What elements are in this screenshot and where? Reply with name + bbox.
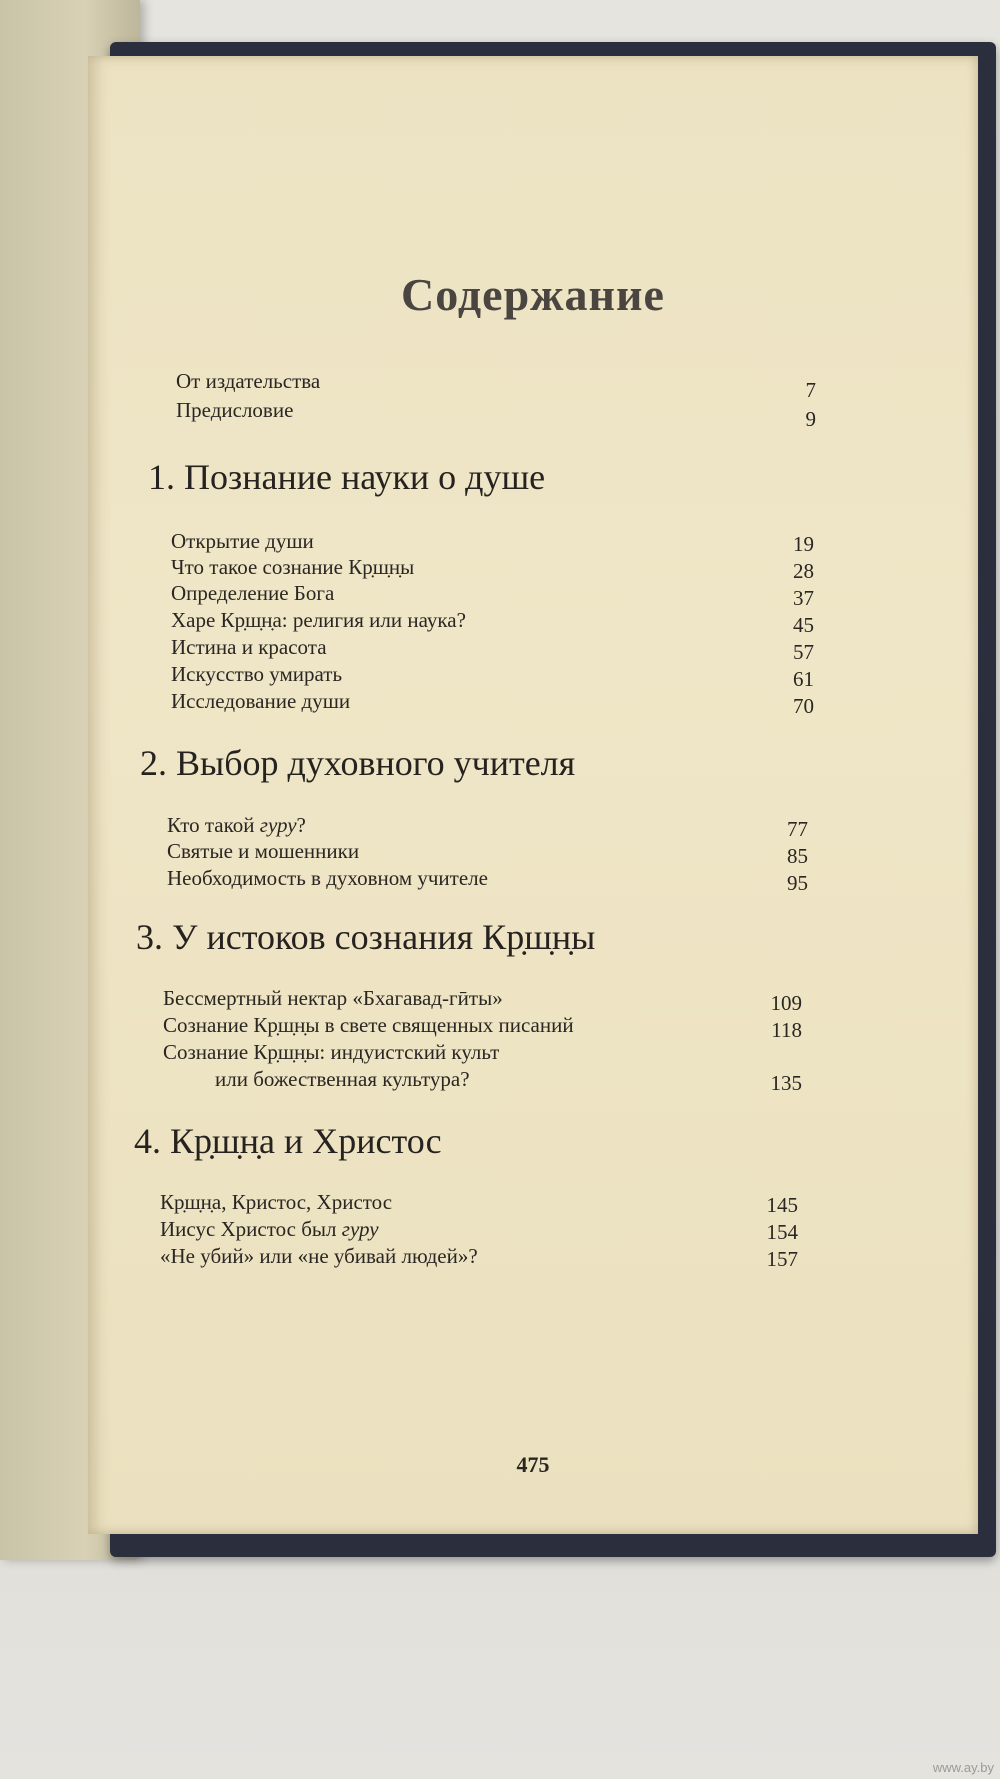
page-number-folio: 475 — [516, 1452, 550, 1477]
toc-page-number: 61 — [793, 667, 814, 691]
toc-entry-italic: гуру — [259, 813, 297, 837]
toc-entry: Искусство умирать — [171, 662, 343, 686]
toc-entry-italic: гуру — [341, 1217, 379, 1241]
toc-entry: Истина и красота — [171, 635, 327, 659]
toc-entry-publisher: От издательства — [176, 369, 321, 393]
toc-entry-text: Иисус Христос был — [160, 1217, 342, 1241]
contents-page — [88, 56, 978, 1534]
section-heading-4: 4. Кр̣ш̣н̣а и Христос — [134, 1121, 442, 1161]
toc-page-number: 19 — [793, 532, 814, 556]
toc-entry — [167, 812, 306, 838]
toc-page-number: 37 — [793, 586, 814, 610]
watermark: www.ay.by — [932, 1760, 994, 1775]
toc-entry: Святые и мошенники — [167, 839, 360, 863]
toc-entry: Сознание Кр̣ш̣н̣ы: индуистский культ — [163, 1040, 500, 1064]
toc-entry: Необходимость в духовном учителе — [167, 866, 488, 890]
toc-entry-continuation: или божественная культура? — [215, 1067, 470, 1091]
toc-page-number: 77 — [787, 817, 808, 841]
toc-entry: Сознание Кр̣ш̣н̣ы в свете священных писаний — [163, 1013, 574, 1037]
toc-page-number: 28 — [793, 559, 814, 583]
toc-page-number: 109 — [770, 991, 802, 1015]
toc-entry-preface: Предисловие — [176, 398, 294, 422]
toc-entry: Харе Кр̣ш̣н̣а: религия или наука? — [171, 608, 466, 632]
page-title: Содержание — [401, 269, 665, 320]
toc-page-number: 57 — [793, 640, 814, 664]
toc-page-number: 95 — [787, 871, 808, 895]
toc-page-number: 154 — [766, 1220, 798, 1244]
toc-page-number: 9 — [805, 407, 816, 431]
toc-entry-text: ? — [296, 813, 306, 837]
section-heading-2: 2. Выбор духовного учителя — [140, 743, 576, 783]
toc-entry-text: Кто такой — [167, 813, 260, 837]
toc-entry: Кр̣ш̣н̣а, Кристос, Христос — [160, 1190, 393, 1214]
toc-entry: Что такое сознание Кр̣ш̣н̣ы — [171, 555, 415, 579]
toc-entry: Исследование души — [171, 689, 351, 713]
toc-page-number: 157 — [766, 1247, 798, 1271]
toc-page-number: 85 — [787, 844, 808, 868]
toc-page-number: 45 — [793, 613, 814, 637]
toc-page-number: 145 — [766, 1193, 798, 1217]
toc-page-number: 7 — [805, 378, 816, 402]
toc-page-number: 135 — [770, 1071, 802, 1095]
toc-entry: Определение Бога — [171, 581, 335, 605]
toc-page-number: 118 — [771, 1018, 802, 1042]
toc-entry: Бессмертный нектар «Бхагавад-гӣты» — [163, 986, 503, 1010]
toc-entry: «Не убий» или «не убивай людей»? — [160, 1244, 478, 1268]
toc-entry: Открытие души — [171, 529, 314, 553]
section-heading-1: 1. Познание науки о душе — [148, 457, 546, 497]
toc-page-number: 70 — [793, 694, 814, 718]
section-heading-3: 3. У истоков сознания Кр̣ш̣н̣ы — [136, 917, 596, 957]
toc-entry — [160, 1216, 379, 1242]
